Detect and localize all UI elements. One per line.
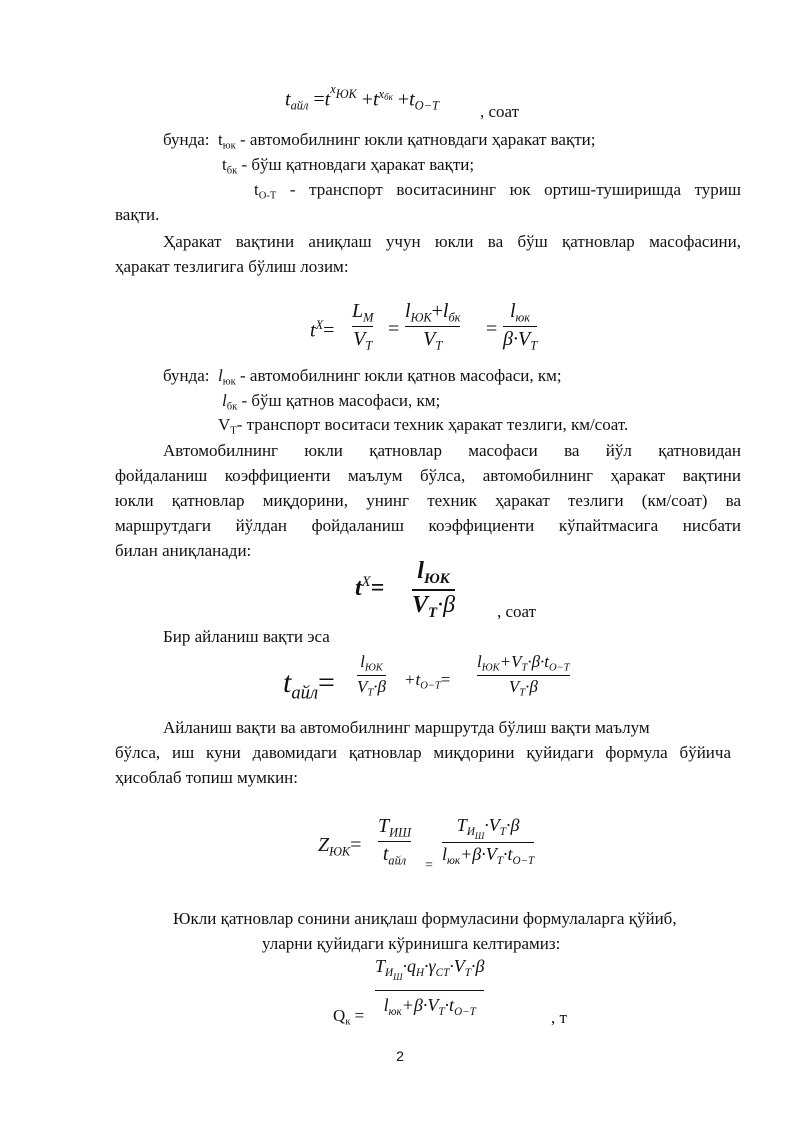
paragraph-2-line1: Автомобилнинг юкли қатновлар масофаси ва йўл қатновидан	[163, 441, 741, 460]
def2-line2: $l_{бк}$ - бўш қатнов масофаси, км;	[222, 391, 441, 413]
def1-line2: $t_{бк}$ - бўш қатновдаги ҳаракат вақти;	[222, 155, 475, 177]
def1-line4: вақти.	[115, 205, 160, 224]
paragraph-4-line3: ҳисоблаб топиш мумкин:	[115, 768, 299, 787]
formula2-fraction-1: $L_M$ $V_T$	[352, 300, 374, 353]
formula-travel-time-2: $t^X=$	[355, 574, 385, 601]
formula6-unit: , т	[551, 1008, 567, 1027]
formula3-fraction: $l_{ЮК}$ $V_T\cdot\beta$	[412, 558, 456, 621]
formula1-unit: , соат	[480, 102, 520, 121]
formula3-unit: , соат	[497, 602, 537, 621]
paragraph-5-line2: уларни қуйидаги кўринишга келтирамиз:	[262, 934, 561, 953]
formula-trip-count: $Z_{ЮК}=$	[318, 834, 362, 859]
paragraph-2-line4: маршрутдаги йўлдан фойдаланиш коэффициенти кўпайтмасига нисбати	[115, 516, 741, 535]
paragraph-2-line5: билан аниқланади:	[115, 541, 252, 560]
formula5-fraction-1: $T_{ИШ}$ $t_{айл}$	[378, 815, 411, 868]
paragraph-1-line2: ҳаракат тезлигига бўлиш лозим:	[115, 257, 349, 276]
formula2-fraction-3: $l_{юк}$ $\beta\cdot V_T$	[503, 300, 538, 353]
formula4-fraction-2: $l_{ЮК}+V_T\cdot\beta\cdot t_{O-T}$ $V_T\cdot\beta$	[477, 652, 570, 699]
formula4-plus-term: $+t_{O-T}=$	[404, 670, 451, 692]
formula6-fraction: $T_{ИШ}\cdot q_Н\cdot\gamma_{СТ}\cdot V_T\cdot\beta$ $l_{юк}+\beta\cdot V_T\cdot t_{O-T}$	[375, 956, 485, 1018]
paragraph-5-line1: Юкли қатновлар сонини аниқлаш формуласини формулаларга қўйиб,	[173, 909, 677, 928]
formula-travel-time: $t^X=$	[310, 318, 335, 342]
paragraph-4-line2: бўлса, иш куни давомидаги қатновлар миқдорини қуйидаги формула бўйича	[115, 743, 731, 762]
formula2-eq-2: =	[388, 318, 400, 340]
paragraph-2-line2: фойдаланиш коэффициенти маълум бўлса, автомобилнинг ҳаракат вақтини	[115, 466, 741, 485]
formula-cycle-time: $t_{айл} =t^{xЮК} +t^{xбк} +t_{O-T}$	[285, 82, 439, 113]
formula5-fraction-2: $T_{ИШ}\cdot V_T\cdot\beta$ $l_{юк}+\beta\cdot V_T\cdot t_{O-T}$	[442, 815, 535, 867]
page-number: 2	[396, 1048, 404, 1064]
paragraph-2-line3: юкли қатновлар миқдорини, унинг техник ҳаракат тезлиги (км/соат) ва	[115, 491, 741, 510]
paragraph-3: Бир айланиш вақти эса	[163, 627, 330, 646]
def2-line3: $V_Т-$ транспорт воситаси техник ҳаракат тезлиги, км/соат.	[218, 415, 629, 437]
def1-line1: бунда: $t_{юк}$ - автомобилнинг юкли қатновдаги ҳаракат вақти;	[163, 130, 596, 152]
formula2-fraction-2: $l_{ЮК}+l_{бк}$ $V_T$	[405, 300, 461, 353]
def2-line1: бунда: $l_{юк}$ - автомобилнинг юкли қатнов масофаси, км;	[163, 366, 562, 388]
formula5-eq-2: =	[425, 858, 433, 873]
paragraph-1-line1: Ҳаракат вақтини аниқлаш учун юкли ва бўш қатновлар масофасини,	[163, 232, 741, 251]
formula4-fraction-1: $l_{ЮК}$ $V_T\cdot\beta$	[357, 652, 386, 699]
formula-cycle-time-2: $t_{айл}=$	[283, 666, 335, 704]
def1-line3: $t_{О-Т}$ - транспорт воситасининг юк ортиш-туширишда туриш	[254, 180, 741, 202]
formula6-lhs: $Q_к$ =	[333, 1006, 365, 1028]
paragraph-4-line1: Айланиш вақти ва автомобилнинг маршрутда бўлиш вақти маълум	[163, 718, 650, 737]
formula2-eq-3: =	[486, 318, 498, 340]
